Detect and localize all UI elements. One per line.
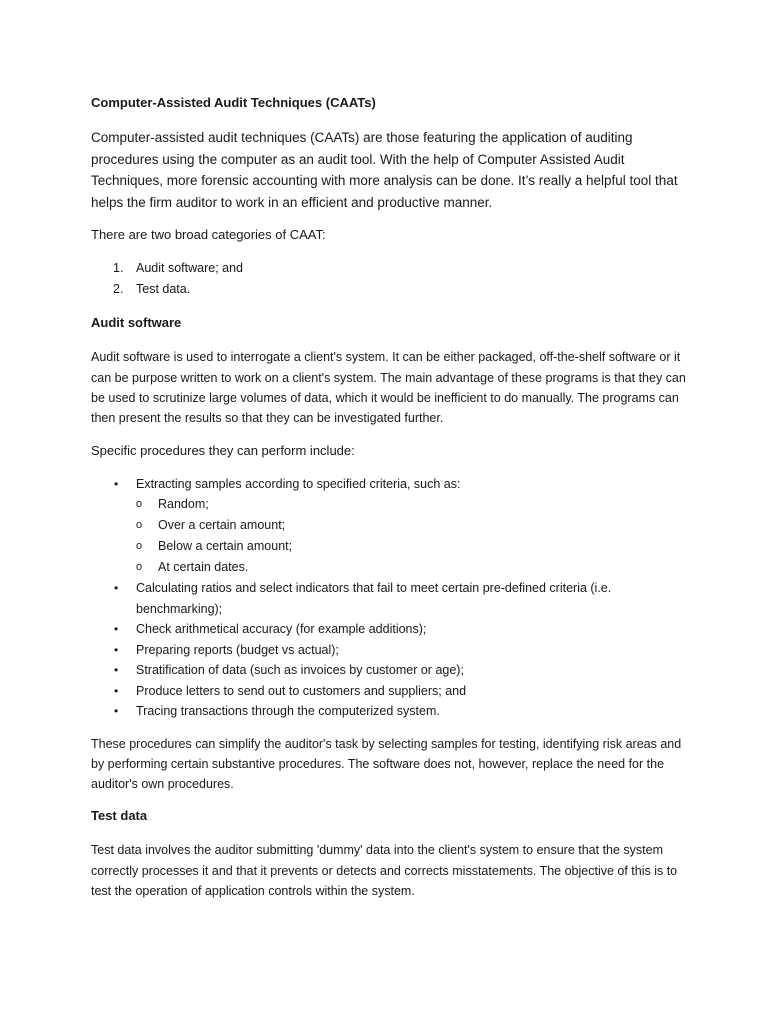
procedures-list [91, 474, 688, 722]
list-item-text: Stratification of data (such as invoices by customer or age); [136, 663, 464, 678]
bullet-icon: • [114, 683, 119, 698]
sub-list-item [136, 515, 688, 536]
circle-bullet-icon: o [136, 561, 143, 574]
audit-software-heading: Audit software [91, 315, 182, 331]
list-item-text: Check arithmetical accuracy (for example additions); [136, 622, 427, 637]
bullet-icon: • [114, 476, 119, 491]
test-data-paragraph: Test data involves the auditor submitting 'dummy' data into the client's system to ensure that the system correctly processes it and that it prevents or detects and corrects misstatements. The objective of this is to test the operation of application controls within the system. [91, 843, 678, 899]
bullet-icon: • [114, 663, 119, 678]
list-item [91, 258, 688, 279]
document-title: Computer-Assisted Audit Techniques (CAATs) [91, 95, 376, 110]
list-item-text: Tracing transactions through the computerized system. [136, 704, 440, 719]
list-item-text: Preparing reports (budget vs actual); [136, 642, 339, 657]
criteria-sublist [136, 494, 688, 578]
circle-bullet-icon: o [136, 519, 143, 532]
test-data-heading: Test data [91, 808, 148, 824]
list-item [91, 578, 688, 619]
list-item [91, 701, 688, 722]
list-item [91, 474, 688, 579]
list-item-text: Produce letters to send out to customers and suppliers; and [136, 683, 467, 698]
sub-list-item-text: Below a certain amount; [158, 539, 293, 554]
list-item-text: Test data. [136, 282, 191, 297]
sub-list-item [136, 557, 688, 578]
circle-bullet-icon: o [136, 498, 143, 511]
sub-list-item [136, 494, 688, 515]
intro-paragraph: Computer-assisted audit techniques (CAATs) are those featuring the application of auditing procedures using the computer as an audit tool. With the help of Computer Assisted Audit Techniques, more forensic accounting with more analysis can be done. It’s really a helpful tool that helps the firm auditor to work in an efficient and productive manner. [91, 130, 678, 210]
sub-list-item [136, 536, 688, 557]
list-number: 2. [113, 282, 124, 297]
sub-list-item-text: At certain dates. [158, 560, 249, 575]
procedures-conclusion: These procedures can simplify the auditor's task by selecting samples for testing, identifying risk areas and by performing certain substantive procedures. The software does not, however, replace the need for the auditor's own procedures. [91, 736, 682, 792]
list-item [91, 279, 688, 300]
circle-bullet-icon: o [136, 540, 143, 553]
categories-list [91, 258, 688, 300]
bullet-icon: • [114, 642, 119, 657]
list-item [91, 619, 688, 640]
list-item-text: Calculating ratios and select indicators that fail to meet certain pre-defined criteria (i.e. benchmarking); [136, 581, 612, 616]
list-item [91, 681, 688, 702]
procedures-intro: Specific procedures they can perform include: [91, 442, 355, 458]
sub-list-item-text: Over a certain amount; [158, 518, 286, 533]
sub-list-item-text: Random; [158, 497, 209, 512]
audit-software-paragraph: Audit software is used to interrogate a client's system. It can be either packaged, off-the-shelf software or it can be purpose written to work on a client's system. The main advantage of these programs is that they can be used to scrutinize large volumes of data, which it would be inefficient to do manually. The programs can then present the results so that they can be investigated further. [91, 350, 686, 426]
bullet-icon: • [114, 581, 119, 596]
list-item [91, 640, 688, 661]
list-item [91, 660, 688, 681]
bullet-icon: • [114, 622, 119, 637]
bullet-icon: • [114, 704, 119, 719]
list-item-text: Audit software; and [136, 261, 244, 276]
list-number: 1. [113, 261, 124, 276]
categories-intro: There are two broad categories of CAAT: [91, 227, 326, 243]
list-item-text: Extracting samples according to specified criteria, such as: [136, 476, 461, 491]
